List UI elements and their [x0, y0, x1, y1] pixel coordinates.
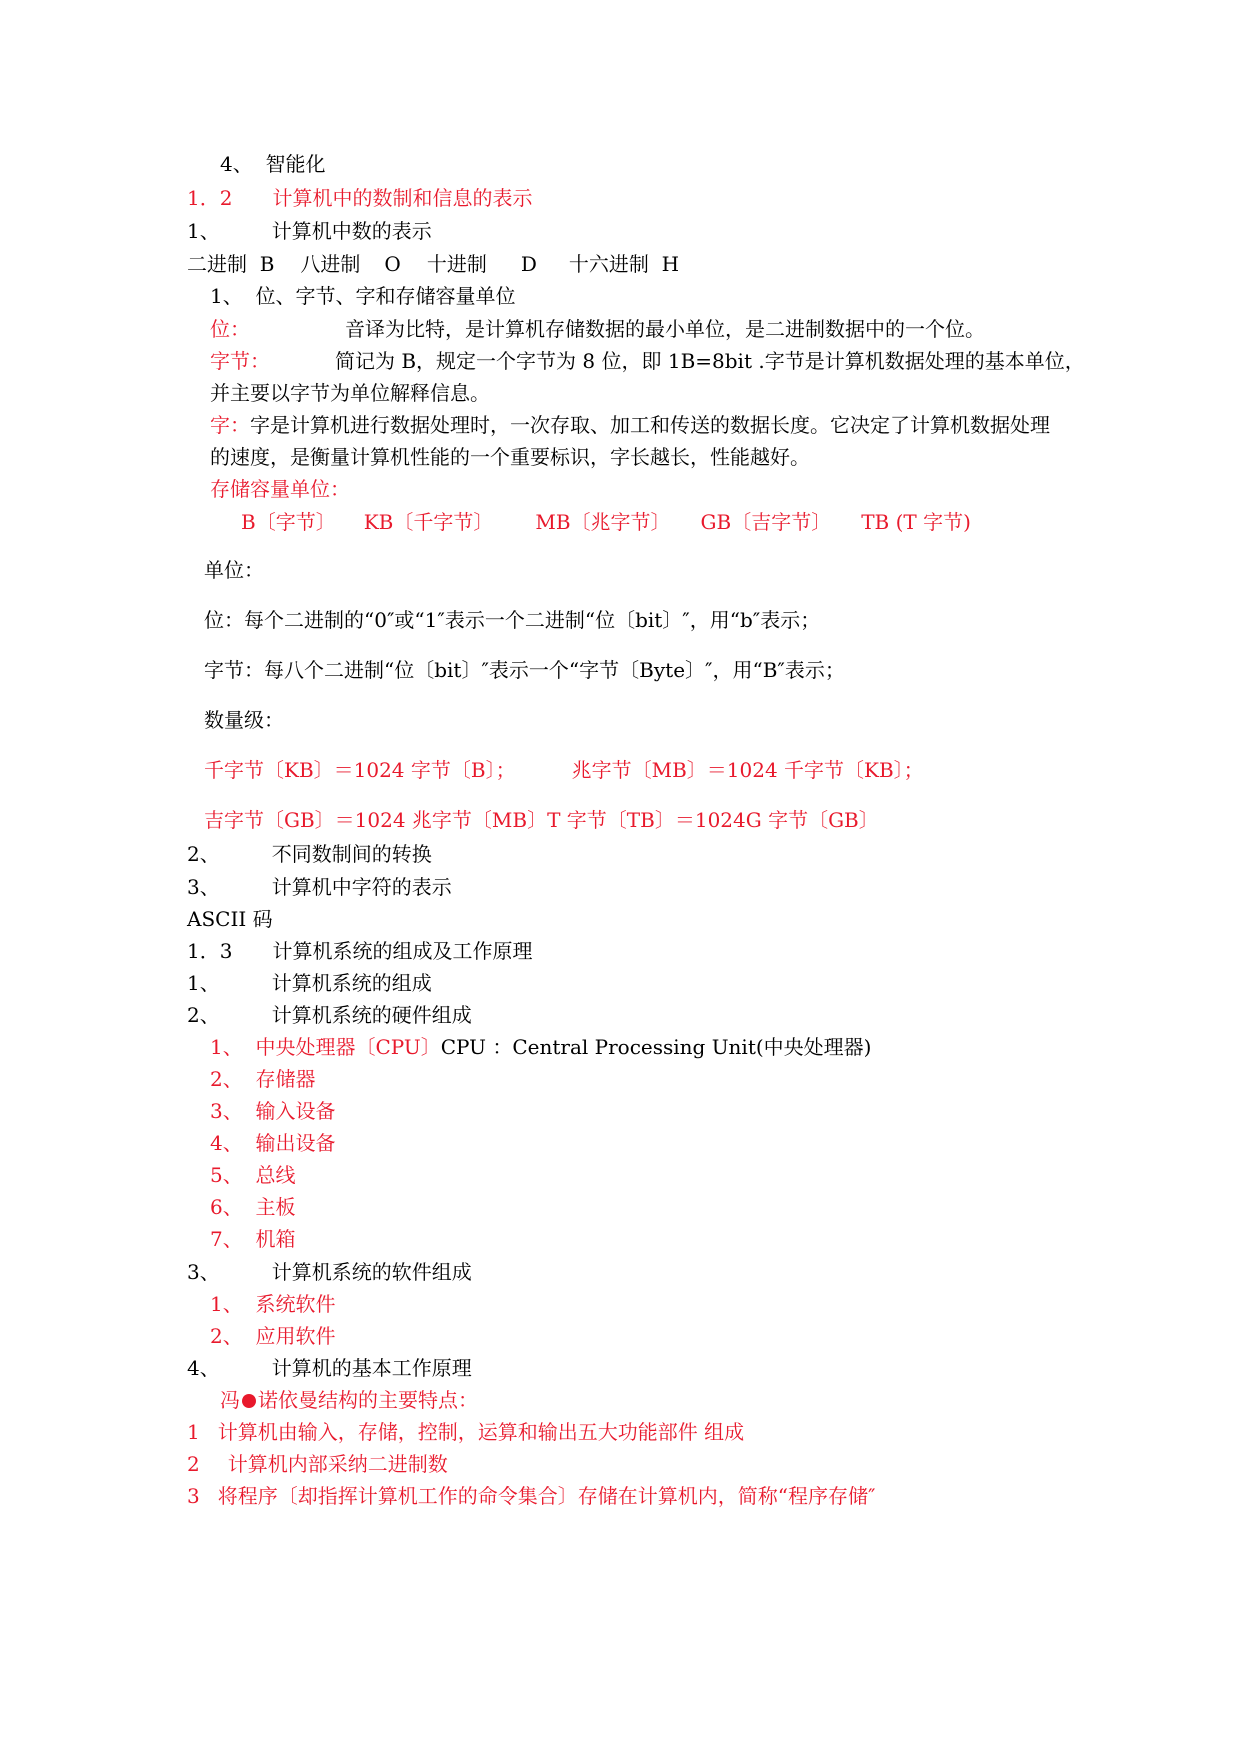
hardware-item-output: 4、 输出设备: [210, 1131, 336, 1155]
definition-word: 字：字是计算机进行数据处理时，一次存取、加工和传送的数据长度。它决定了计算机数据处理: [210, 413, 1050, 437]
subsection-software: 3、 计算机系统的软件组成: [187, 1260, 472, 1284]
hardware-item-memory: 2、 存储器: [210, 1067, 316, 1091]
magnitude-kb-mb: 千字节〔KB〕＝1024 字节〔B〕； 兆字节〔MB〕＝1024 千字节〔KB〕；: [204, 758, 924, 782]
units-label: 单位：: [204, 558, 264, 582]
storage-units-line: B〔字节〕 KB〔千字节〕 MB〔兆字节〕 GB〔吉字节〕 TB (T 字节): [241, 510, 971, 534]
hardware-item-input: 3、 输入设备: [210, 1099, 336, 1123]
hardware-item-motherboard: 6、 主板: [210, 1195, 296, 1219]
von-neumann-point-3: 3 将程序〔却指挥计算机工作的命令集合〕存储在计算机内，简称“程序存储″: [187, 1484, 876, 1508]
software-item-application: 2、 应用软件: [210, 1324, 336, 1348]
von-neumann-heading: 冯 诺依曼结构的主要特点：: [220, 1388, 478, 1412]
byte-explanation: 字节：每八个二进制“位〔bit〕″表示一个“字节〔Byte〕″，用“B″表示；: [204, 658, 845, 682]
subsection-conversion: 2、 不同数制间的转换: [187, 842, 432, 866]
ascii-line: ASCII 码: [187, 907, 273, 931]
item-intelligent: 4、 智能化: [220, 152, 326, 176]
section-heading-1-2: 1．2 计算机中的数制和信息的表示: [187, 186, 533, 210]
magnitude-gb-tb: 吉字节〔GB〕＝1024 兆字节〔MB〕T 字节〔TB〕＝1024G 字节〔GB〕: [204, 808, 879, 832]
definition-byte-cont: 并主要以字节为单位解释信息。: [210, 381, 490, 405]
storage-capacity-heading: 存储容量单位：: [210, 477, 350, 501]
subsection-system-composition: 1、 计算机系统的组成: [187, 971, 432, 995]
bit-explanation: 位：每个二进制的“0″或“1″表示一个二进制“位〔bit〕″，用“b″表示；: [204, 608, 821, 632]
hardware-item-bus: 5、 总线: [210, 1163, 296, 1187]
von-neumann-point-1: 1 计算机由输入，存储，控制，运算和输出五大功能部件 组成: [187, 1420, 745, 1444]
subsection-number-representation: 1、 计算机中数的表示: [187, 219, 432, 243]
bullet-dot-icon: [242, 1394, 256, 1408]
definition-byte: 字节： 简记为 B，规定一个字节为 8 位，即 1B=8bit .字节是计算机数据处理的基本单位，: [210, 349, 1085, 373]
hardware-item-case: 7、 机箱: [210, 1227, 296, 1251]
subsection-hardware: 2、 计算机系统的硬件组成: [187, 1003, 472, 1027]
hardware-item-cpu: 1、 中央处理器〔CPU〕CPU ：Central Processing Unit(中央处理器): [210, 1035, 872, 1059]
subsection-units: 1、 位、字节、字和存储容量单位: [210, 284, 516, 308]
number-systems-line: 二进制 B 八进制 O 十进制 D 十六进制 H: [187, 252, 680, 276]
definition-bit: 位： 音译为比特，是计算机存储数据的最小单位，是二进制数据中的一个位。: [210, 317, 985, 341]
von-neumann-point-2: 2 计算机内部采纳二进制数: [187, 1452, 448, 1476]
magnitude-label: 数量级：: [204, 708, 284, 732]
section-heading-1-3: 1．3 计算机系统的组成及工作原理: [187, 939, 533, 963]
subsection-characters: 3、 计算机中字符的表示: [187, 875, 452, 899]
subsection-working-principle: 4、 计算机的基本工作原理: [187, 1356, 472, 1380]
software-item-system: 1、 系统软件: [210, 1292, 336, 1316]
definition-word-cont: 的速度，是衡量计算机性能的一个重要标识，字长越长，性能越好。: [210, 445, 810, 469]
